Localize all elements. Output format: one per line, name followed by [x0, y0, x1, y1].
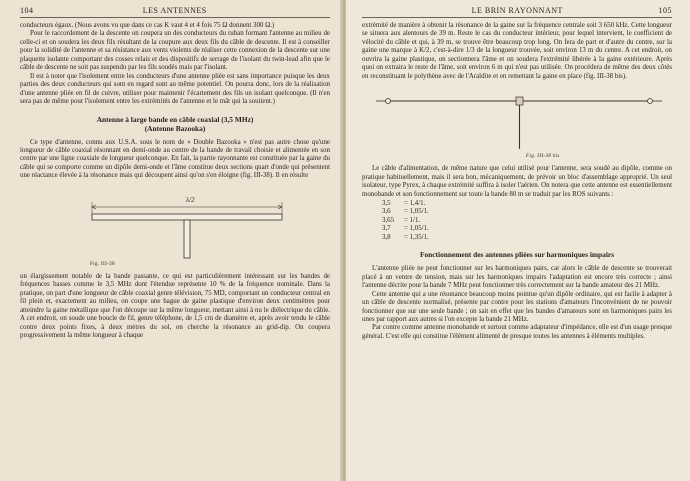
section-heading-bazooka: [20, 115, 330, 133]
paragraph-extremite: extrémité de manière à obtenir la résonance de la gaine sur la fréquence centrale soit 3 650 kHz. Cette longueur se situera aux alentours de 39 m. Reste le cas du conducteur intérieur, pour lequel intervient, le coefficient de vélocité du câble et qui, à 39 m, se trouve être beaucoup trop long. On fera de part et d'autre du centre, sur la gaine une marque à K/2, c'est-à-dire 1/3 de la longueur trouvée, soit environ 13 m du centre. A cet endroit, on ouvrira la gaine plastique, on sectionnera l'âme et on soudera l'extrémité libérée à la gaine extérieure. Après quoi on extraira le reste de l'âme, soit environ 6 m qui n'est pas utilisée. On procédera de même des deux côtés en reconstituant le polythène avec de l'Araldite et en remettant la gaine en place (fig. III-38 bis).: [362, 22, 672, 80]
feedline-vertical: [184, 220, 190, 258]
paragraph-bazooka: Ce type d'antenne, connu aux U.S.A. sous le nom de « Double Bazooka » n'est pas autre chose qu'une longueur de câble coaxial résonnant en demi-onde au centre de la bande de travail choisie et alimentée en son centre par une ligne coaxiale de longueur quelconque. En fait, la partie rayonnante est constituée par la gaine du câble qui se comporte comme un dipôle demi-onde et l'âme constitue deux sections quart d'onde qui présentent une réactance élevée à la résonance mais qui découpent ainsi qu'on s'en éloigne (fig. III-38). Il en résulte: [20, 138, 330, 180]
dipole-diagram: [362, 81, 672, 151]
ros-row: 3,7 = 1,05/1.: [382, 225, 429, 233]
paragraph-raccordement: Pour le raccordement de la descente on coupera un des conducteurs du ruban formant l'antenne au milieu de celle-ci et on soudera les deux fils résultant de la coupure aux deux fils du câble de descente. Il est à conseiller pour la solidité de l'antenne et sa résistance aux vents violents de réaliser cette connexion de la descente sur une plaquette isolante comportant des cosses relais et des dispositifs de serrage de l'isolant du twin-lead afin que le câble de descente ne soit pas suspendu par les fils soudés mais par l'isolant.: [20, 30, 330, 72]
right-page: [346, 0, 690, 481]
figure-iii-38: [20, 181, 330, 273]
paragraph-elargissement: un élargissement notable de la bande passante, ce qui est particulièrement intéressant sur les bandes de fréquences basses comme le 3,5 MHz dont l'étendue représente 10 % de la fréquence nominale. Dans la pratique, on part d'une longueur de câble coaxial genre télévision, 75 MD, comportant un conducteur central en fil plein et, exactement au milieu, on coupe une bague de gaine plastique d'environ deux centimètres pour atteindre la gaine métallique que l'on découpe sur la même longueur, mettant ainsi à nu le diélectrique du câble. A cet endroit, on soude une boucle de fil, genre téléphone, de 1,5 cm de diamètre et, après avoir tendu le câble contre deux points fixes, à deux mètres du sol, on cherche la résonance au grid-dip. On coupera progressivement la même longueur à chaque: [20, 272, 330, 339]
heading-bazooka-line1: Antenne à large bande en câble coaxial (3,5 MHz): [96, 114, 254, 124]
lambda-label: λ/2: [186, 195, 195, 204]
paragraph-isolement: Il est à noter que l'isolement entre les conducteurs d'une antenne pliée est sans importance puisque les deux parties des deux conducteurs qui sont en regard sont au même potentiel. On pourra donc, lors de la réalisation d'une antenne pliée en fil de cuivre, utiliser pour maintenir l'écartement des fils un isolant quelconque. (Il n'en sera pas de même pour l'isolement entre les extrémités de l'antenne et le mât qui la soutient.): [20, 72, 330, 106]
page-number-right: 105: [658, 6, 672, 15]
paragraph-transformateur: Par contre comme antenne monobande et surtout comme adaptateur d'impédance, elle est d'un usage presque général. C'est elle qui constitue l'élément alimenté de presque toutes les antennes à éléments multiples.: [362, 324, 673, 340]
left-page: [0, 0, 344, 481]
ros-row: 3,6 = 1,05/1.: [382, 208, 429, 216]
paragraph-cable: Le câble d'alimentation, de même nature que celui utilisé pour l'antenne, sera soudé au dipôle, comme on pratique habituellement, mais il sera bon, mécaniquement, de prévoir un bloc d'assemblage approprié. Un seul isolateur, type Pyrex, à chaque extrémité suffira à isoler l'aérien. On notera que cette antenne est essentiellement monobande et son fonctionnement sur toute la bande 80 m se traduit par les ROS suivants :: [362, 165, 672, 198]
paragraph-intro: conducteurs égaux. (Nous avons vu que dans ce cas K vaut 4 et 4 fois 75 Ω donnent 300 Ω.): [20, 22, 275, 29]
ros-row: 3,65 = 1/1.: [382, 216, 421, 224]
figure-caption-iii-38-bis: Fig. III-38 bis: [526, 153, 560, 160]
figure-iii-38-bis: [362, 81, 672, 165]
paragraph-harmoniques: L'antenne pliée ne peut fonctionner sur les harmoniques pairs, car alors le câble de descente se trouverait placé à un ventre de tension, mais sur les harmoniques impairs l'adaptation est encore très correcte ; ainsi l'antenne décrite pour la bande 7 MHz peut fonctionner très correctement sur la bande amateur des 21 MHz.: [362, 265, 672, 290]
page-number-left: 104: [20, 6, 34, 15]
running-header-right: [362, 6, 672, 18]
figure-caption-iii-38: Fig. III-38: [90, 260, 115, 267]
section-heading-harmoniques: Fonctionnement des antennes pliées sur harmoniques impairs: [419, 250, 615, 260]
ros-row: 3,5 = 1,4/1.: [382, 199, 426, 207]
end-insulator-right: [648, 99, 653, 104]
center-block: [516, 97, 523, 105]
running-header-left: [20, 6, 330, 18]
ros-table: [382, 200, 672, 242]
antenna-horizontal: [92, 214, 282, 220]
bazooka-diagram: [20, 181, 330, 259]
running-title-left: LES ANTENNES: [142, 6, 207, 15]
running-title-right: LE BRIN RAYONNANT: [471, 6, 563, 15]
paragraph-resonance: Cette antenne qui a une résonance beaucoup moins pointue qu'un dipôle ordinaire, qui est facile à adapter à un câble de descente normalisé, présente par contre pour les stations d'amateurs l'inconvénient de ne pouvoir fonctionner que sur une seule bande ; on sait en effet que les bandes d'amateurs sont en harmoniques pairs les unes par rapport aux autres si l'on excepte la bande 21 MHz.: [362, 290, 672, 323]
heading-bazooka-line2: (Antenne Bazooka): [144, 123, 206, 133]
end-insulator-left: [386, 99, 391, 104]
ros-row: 3,8 = 1,35/1.: [382, 233, 429, 241]
